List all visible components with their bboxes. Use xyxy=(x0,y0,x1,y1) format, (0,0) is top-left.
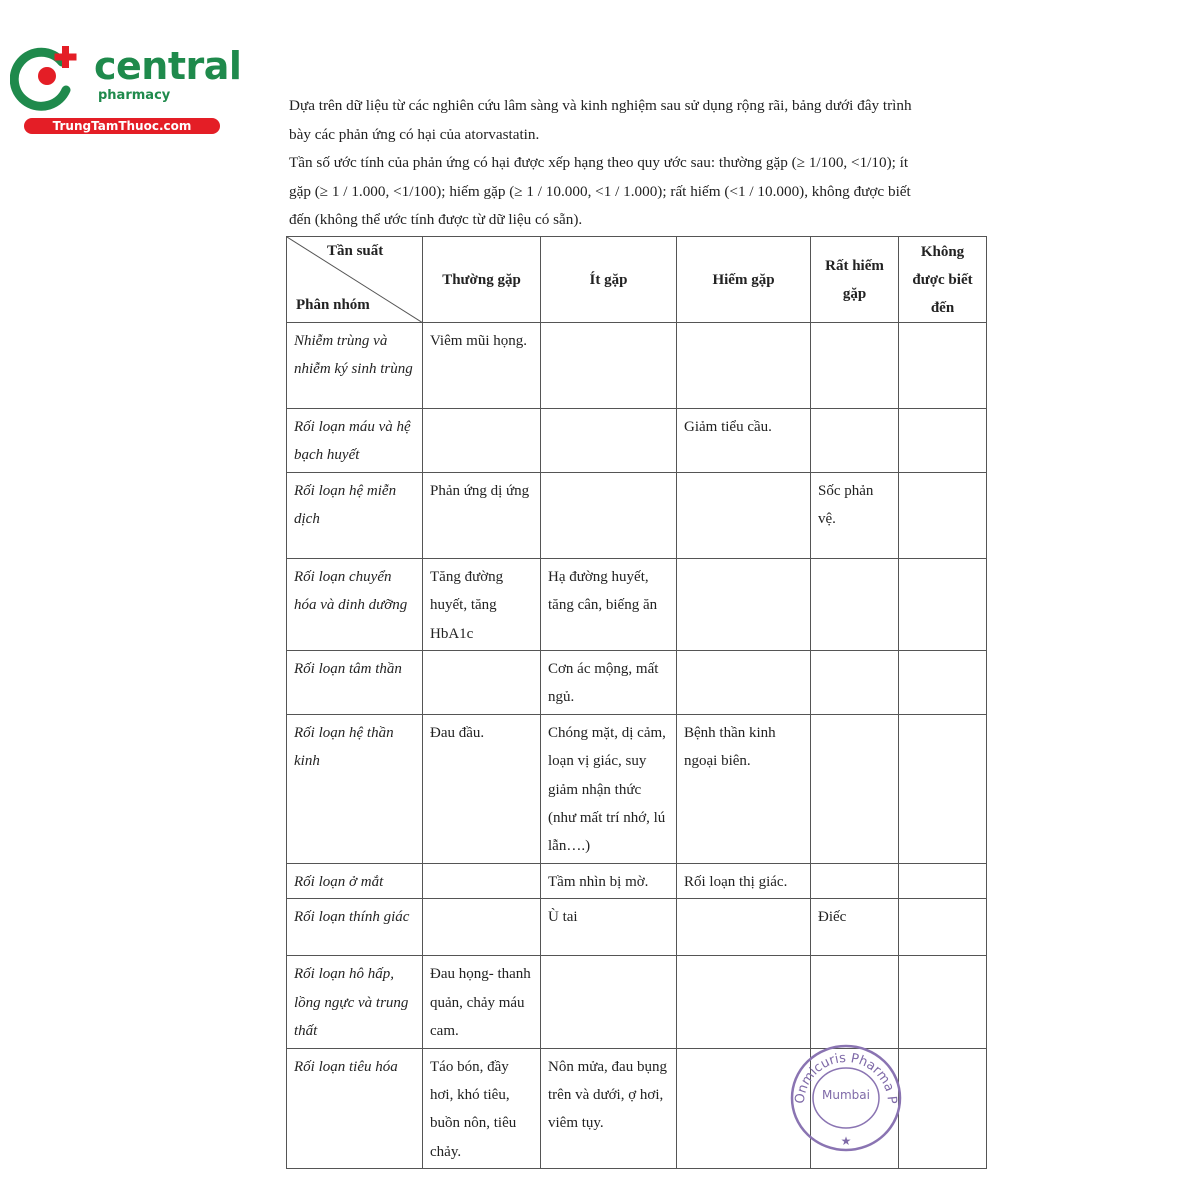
header-row xyxy=(287,237,987,323)
cell-unknown xyxy=(899,863,987,898)
cell-unknown xyxy=(899,409,987,473)
header-uncommon: Ít gặp xyxy=(541,237,677,323)
group-cell: Rối loạn ở mắt xyxy=(287,863,423,898)
cell-unknown xyxy=(899,1048,987,1169)
cell-very-rare: Điếc xyxy=(811,899,899,956)
svg-text:★: ★ xyxy=(840,1134,852,1148)
corner-header xyxy=(287,237,423,323)
cell-rare xyxy=(677,899,811,956)
cell-common xyxy=(423,899,541,956)
table-row xyxy=(287,472,987,558)
group-cell: Rối loạn hệ thần kinh xyxy=(287,714,423,863)
cell-very-rare xyxy=(811,558,899,650)
header-very-rare: Rất hiếm gặp xyxy=(811,237,899,323)
company-stamp xyxy=(788,1042,904,1158)
cell-rare xyxy=(677,558,811,650)
group-cell: Rối loạn hô hấp, lồng ngực và trung thất xyxy=(287,956,423,1048)
cell-uncommon xyxy=(541,956,677,1048)
cell-uncommon: Nôn mửa, đau bụng trên và dưới, ợ hơi, viêm tụy. xyxy=(541,1048,677,1169)
corner-bottom-label: Phân nhóm xyxy=(296,297,370,313)
cell-rare xyxy=(677,651,811,715)
cell-very-rare xyxy=(811,409,899,473)
cell-very-rare xyxy=(811,863,899,898)
cell-unknown xyxy=(899,899,987,956)
intro-paragraph-1: Dựa trên dữ liệu từ các nghiên cứu lâm sàng và kinh nghiệm sau sử dụng rộng rãi, bảng dưới đây trình bày các phản ứng có hại của atorvastatin. xyxy=(289,97,912,143)
group-cell: Rối loạn chuyển hóa và dinh dưỡng xyxy=(287,558,423,650)
table-row xyxy=(287,651,987,715)
table-row xyxy=(287,863,987,898)
cell-common xyxy=(423,863,541,898)
cell-common: Đau đầu. xyxy=(423,714,541,863)
cell-rare: Rối loạn thị giác. xyxy=(677,863,811,898)
group-cell: Rối loạn hệ miễn dịch xyxy=(287,472,423,558)
adverse-reactions-table xyxy=(286,236,987,1169)
stamp-city: Mumbai xyxy=(822,1088,870,1102)
header-common: Thường gặp xyxy=(423,237,541,323)
cell-common: Viêm mũi họng. xyxy=(423,323,541,409)
cell-common: Đau họng- thanh quản, chảy máu cam. xyxy=(423,956,541,1048)
logo xyxy=(10,38,242,138)
intro-paragraph-2: Tần số ước tính của phản ứng có hại được xếp hạng theo quy ước sau: thường gặp (≥ 1/100, <1/10); ít gặp (≥ 1 / 1.000, <1/100); hiếm gặp (≥ 1 / 10.000, <1 / 1.000); rất hiếm (<1 / 10.000), không được biết đến (không thể ước tính được từ dữ liệu có sẵn). xyxy=(289,154,911,228)
group-cell: Rối loạn tiêu hóa xyxy=(287,1048,423,1169)
cell-rare: Giảm tiểu cầu. xyxy=(677,409,811,473)
brand-url: TrungTamThuoc.com xyxy=(24,118,220,134)
cell-uncommon xyxy=(541,323,677,409)
cell-unknown xyxy=(899,714,987,863)
cell-unknown xyxy=(899,472,987,558)
table-row xyxy=(287,899,987,956)
cell-very-rare xyxy=(811,323,899,409)
cell-unknown xyxy=(899,323,987,409)
cell-uncommon: Tầm nhìn bị mờ. xyxy=(541,863,677,898)
cell-uncommon: Ù tai xyxy=(541,899,677,956)
cell-uncommon: Hạ đường huyết, tăng cân, biếng ăn xyxy=(541,558,677,650)
cell-common: Táo bón, đầy hơi, khó tiêu, buồn nôn, tiêu chảy. xyxy=(423,1048,541,1169)
cell-uncommon xyxy=(541,409,677,473)
brand-name: central xyxy=(94,44,242,88)
intro-text xyxy=(289,92,919,235)
cell-common: Tăng đường huyết, tăng HbA1c xyxy=(423,558,541,650)
corner-top-label: Tần suất xyxy=(327,243,384,259)
group-cell: Rối loạn máu và hệ bạch huyết xyxy=(287,409,423,473)
table-row xyxy=(287,409,987,473)
group-cell: Rối loạn thính giác xyxy=(287,899,423,956)
table-row xyxy=(287,558,987,650)
cell-very-rare xyxy=(811,956,899,1048)
brand-sub: pharmacy xyxy=(98,88,171,103)
cell-unknown xyxy=(899,956,987,1048)
cell-common: Phản ứng dị ứng xyxy=(423,472,541,558)
cell-common xyxy=(423,651,541,715)
cell-uncommon: Chóng mặt, dị cảm, loạn vị giác, suy giảm nhận thức (như mất trí nhớ, lú lẫn….) xyxy=(541,714,677,863)
table-row xyxy=(287,714,987,863)
cell-common xyxy=(423,409,541,473)
table-row xyxy=(287,323,987,409)
cell-unknown xyxy=(899,651,987,715)
central-pharmacy-logo-icon xyxy=(10,38,90,118)
group-cell: Nhiễm trùng và nhiễm ký sinh trùng xyxy=(287,323,423,409)
cell-very-rare xyxy=(811,651,899,715)
group-cell: Rối loạn tâm thần xyxy=(287,651,423,715)
cell-unknown xyxy=(899,558,987,650)
header-rare: Hiếm gặp xyxy=(677,237,811,323)
cell-rare xyxy=(677,956,811,1048)
cell-rare xyxy=(677,323,811,409)
cell-very-rare xyxy=(811,714,899,863)
header-unknown: Không được biết đến xyxy=(899,237,987,323)
cell-rare xyxy=(677,472,811,558)
cell-uncommon xyxy=(541,472,677,558)
table-row xyxy=(287,956,987,1048)
cell-rare: Bệnh thần kinh ngoại biên. xyxy=(677,714,811,863)
cell-very-rare: Sốc phản vệ. xyxy=(811,472,899,558)
stamp-ring-text: Onmicuris Pharma P xyxy=(792,1050,900,1105)
cell-uncommon: Cơn ác mộng, mất ngủ. xyxy=(541,651,677,715)
